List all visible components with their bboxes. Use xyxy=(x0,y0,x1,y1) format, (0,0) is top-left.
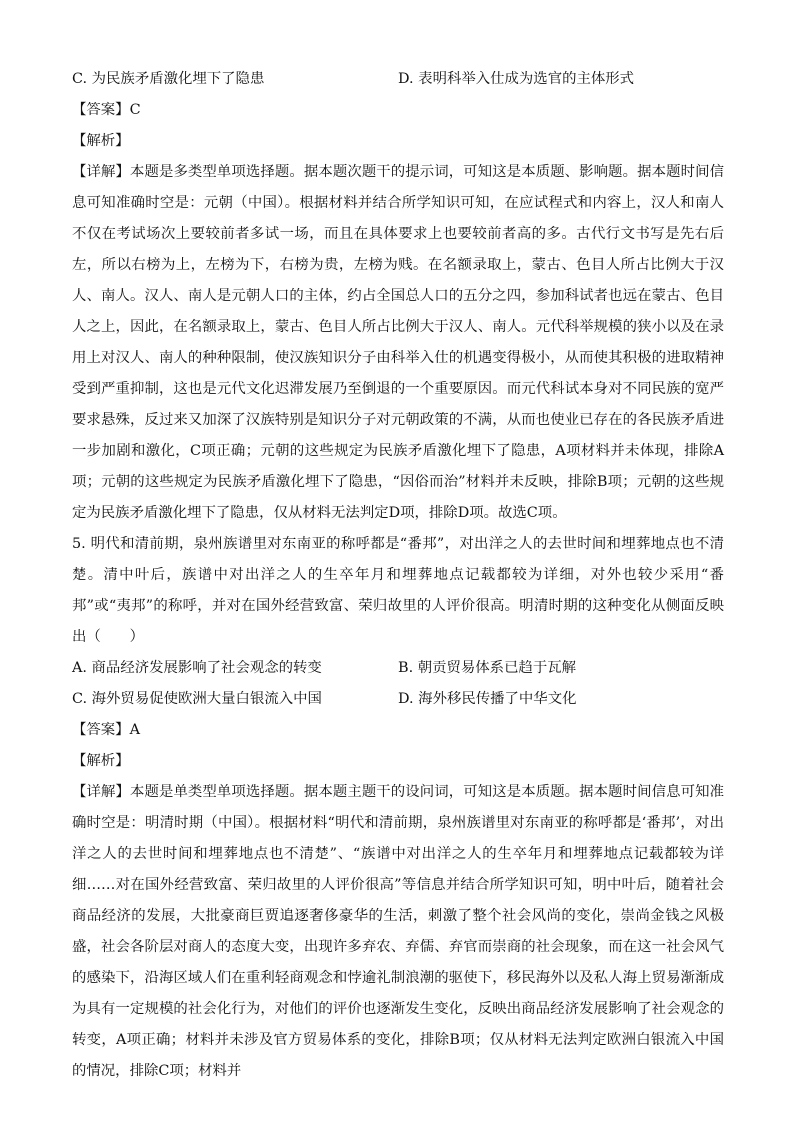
q4-answer xyxy=(72,95,724,126)
q5-option-a: A. 商品经济发展影响了社会观念的转变 xyxy=(72,660,322,676)
page-content xyxy=(72,64,724,1087)
q5-options-row-2 xyxy=(72,684,724,715)
answer-value: A xyxy=(129,722,140,738)
detail-text: 本题是多类型单项选择题。据本题次题干的提示词，可知这是本质题、影响题。据本题时间信息可知准确时空是：元朝（中国）。根据材料并结合所学知识可知，在应试程式和内容上，汉人和南人不仅在考试场次上要较前者多试一场，而且在具体要求上也要较前者高的多。古代行文书写是先右后左，所以右榜为上，左榜为下，右榜为贵，左榜为贱。在名额录取上，蒙古、色目人所占比例大于汉人、南人。汉人、南人是元朝人口的主体，约占全国总人口的五分之四，参加科试者也远在蒙古、色目人之上，因此，在名额录取上，蒙古、色目人所占比例大于汉人、南人。元代科举规模的狭小以及在录用上对汉人、南人的种种限制，使汉族知识分子由科举入仕的机遇变得极小，从而使其积极的进取精神受到严重抑制，这也是元代文化迟滞发展乃至倒退的一个重要原因。而元代科试本身对不同民族的宽严要求悬殊，反过来又加深了汉族特别是知识分子对元朝政策的不满，从而也使业已存在的各民族矛盾进一步加剧和激化，C项正确；元朝的这些规定为民族矛盾激化埋下了隐患，A项材料并未体现，排除A项；元朝的这些规定为民族矛盾激化埋下了隐患，“因俗而治”材料并未反映，排除B项；元朝的这些规定为民族矛盾激化埋下了隐患，仅从材料无法判定D项，排除D项。故选C项。 xyxy=(72,164,724,521)
q5-answer xyxy=(72,715,724,746)
detail-text: 本题是单类型单项选择题。据本题主题干的设问词，可知这是本质题。据本题时间信息可知准确时空是：明清时期（中国）。根据材料“明代和清前期，泉州族谱里对东南亚的称呼都是‘番邦’，对出洋之人的去世时间和埋葬地点也不清楚”、“族谱中对出洋之人的生卒年月和埋葬地点记载都较为详细……对在国外经营致富、荣归故里的人评价很高”等信息并结合所学知识可知，明中叶后，随着社会商品经济的发展，大批豪商巨贾追逐奢侈豪华的生活，刺激了整个社会风尚的变化，崇尚金钱之风极盛，社会各阶层对商人的态度大变，出现许多弃农、弃儒、弃官而崇商的社会现象，而在这一社会风气的感染下，沿海区域人们在重利轻商观念和悖逾礼制浪潮的驱使下，移民海外以及私人海上贸易渐渐成为具有一定规模的社会化行为，对他们的评价也逐渐发生变化，反映出商品经济发展影响了社会观念的转变，A项正确；材料并未涉及官方贸易体系的变化，排除B项；仅从材料无法判定欧洲白银流入中国的情况，排除C项；材料并 xyxy=(72,784,724,1079)
detail-label: 【详解】 xyxy=(72,164,130,180)
answer-value: C xyxy=(129,102,141,118)
q5-analysis-heading xyxy=(72,746,724,777)
q5-options-row-1 xyxy=(72,653,724,684)
detail-label: 【详解】 xyxy=(72,784,130,800)
analysis-label: 【解析】 xyxy=(72,133,130,149)
q5-option-b: B. 朝贡贸易体系已趋于瓦解 xyxy=(398,660,577,676)
q4-option-d: D. 表明科举入仕成为选官的主体形式 xyxy=(398,71,635,87)
answer-label: 【答案】 xyxy=(72,102,130,118)
q4-detail-paragraph xyxy=(72,157,724,529)
q5-detail-paragraph xyxy=(72,777,724,1087)
q4-options-row xyxy=(72,64,724,95)
analysis-label: 【解析】 xyxy=(72,753,130,769)
q4-analysis-heading xyxy=(72,126,724,157)
q5-option-d: D. 海外移民传播了中华文化 xyxy=(398,691,577,707)
q4-option-c: C. 为民族矛盾激化埋下了隐患 xyxy=(72,71,265,87)
q5-option-c: C. 海外贸易促使欧洲大量白银流入中国 xyxy=(72,691,322,707)
q5-stem: 5. 明代和清前期，泉州族谱里对东南亚的称呼都是“番邦”，对出洋之人的去世时间和埋葬地点也不清楚。清中叶后，族谱中对出洋之人的生卒年月和埋葬地点记载都较为详细，对外也较少采用“番邦”或“夷邦”的称呼，并对在国外经营致富、荣归故里的人评价很高。明清时期的这种变化从侧面反映出（ ） xyxy=(72,536,724,645)
answer-label: 【答案】 xyxy=(72,722,130,738)
